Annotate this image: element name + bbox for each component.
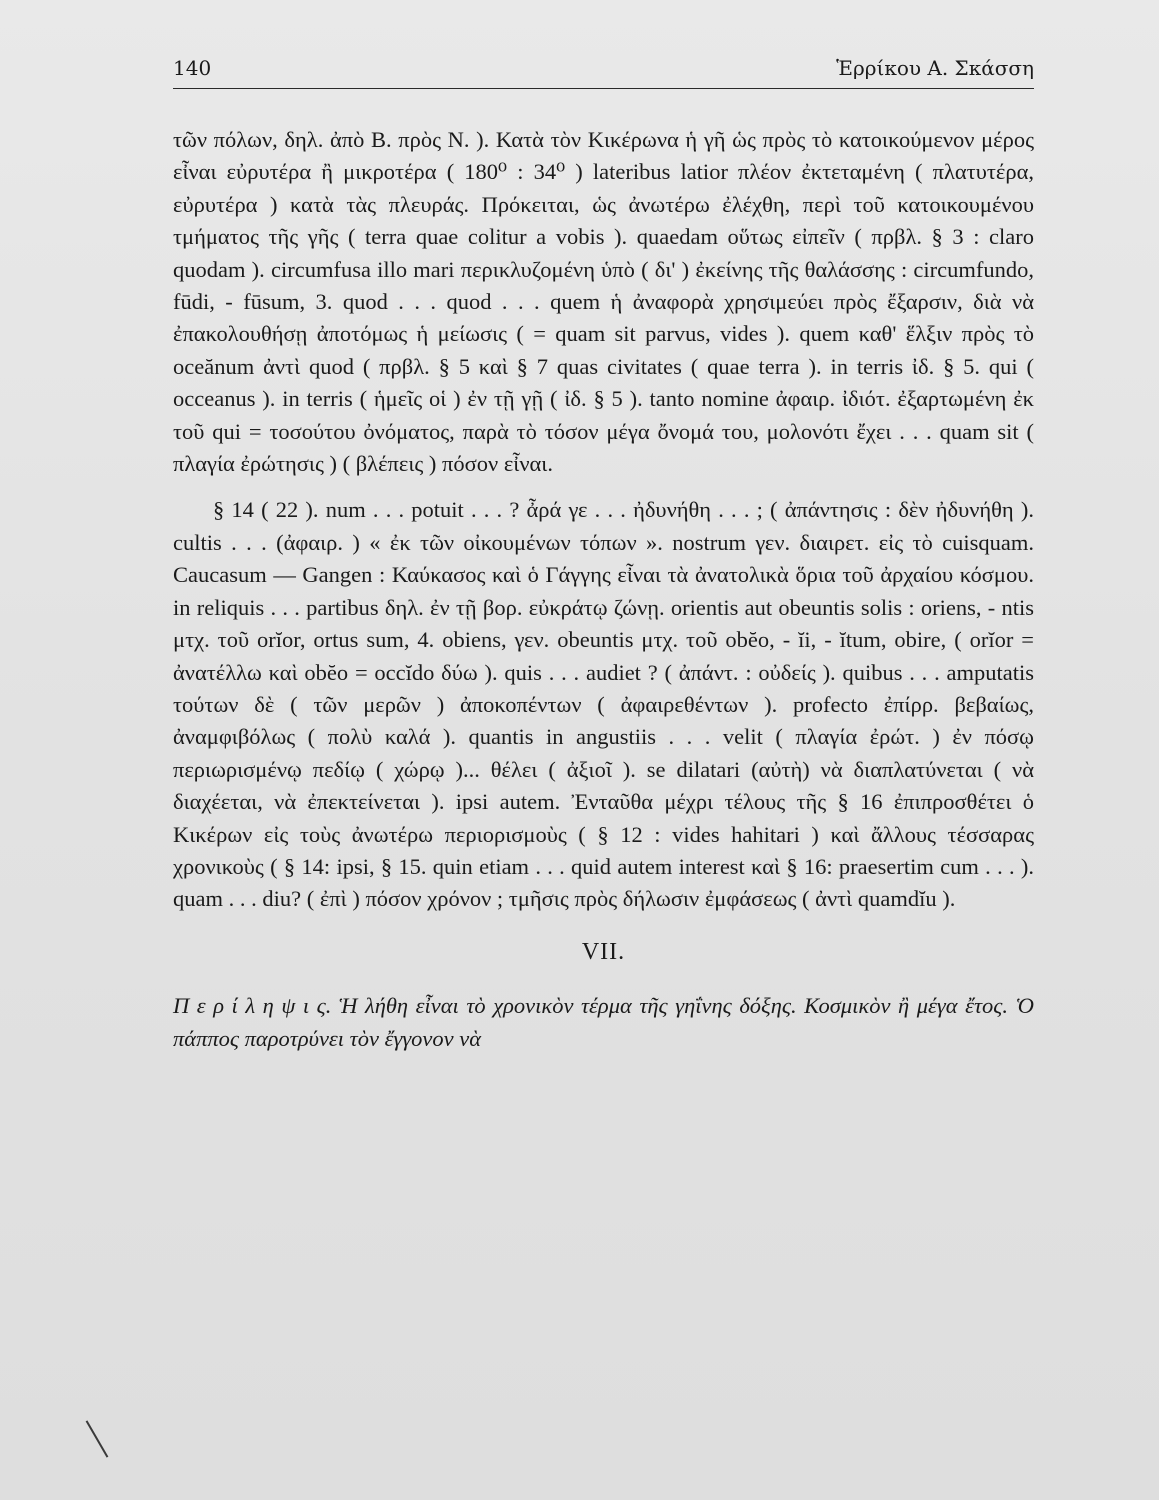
running-head: Ἑρρίκου Α. Σκάσση [836,56,1034,80]
page-header [173,52,1034,89]
summary-paragraph: Π ε ρ ί λ η ψ ι ς. Ἡ λήθη εἶναι τὸ χρονικὸν τέρμα τῆς γηΐνης δόξης. Κοσμικὸν ἢ μέγα ἔτος. Ὁ πάππος παροτρύνει τὸν ἔγγονον νὰ [173,993,1034,1051]
page-number: 140 [173,56,212,80]
pen-mark [86,1420,109,1457]
section-heading: VII. [581,938,626,965]
main-text [173,124,1034,1055]
commentary-paragraph: τῶν πόλων, δηλ. ἀπὸ Β. πρὸς Ν. ). Κατὰ τὸν Κικέρωνα ἡ γῆ ὡς πρὸς τὸ κατοικούμενον μέρος εἶναι εὐρυτέρα ἢ μικροτέρα ( 180⁰ : 34⁰ ) lateribus latior πλέον ἐκτεταμένη ( πλατυτέρα, εὐρυτέρα ) κατὰ τὰς πλευράς. Πρόκειται, ὡς ἀνωτέρω ἐλέχθη, περὶ τοῦ κατοικουμένου τμήματος τῆς γῆς ( terra quae colitur a vobis ). quaedam οὕτως εἰπεῖν ( πρβλ. § 3 : claro quodam ). circumfusa illo mari περικλυζομένη ὑπὸ ( δι' ) ἐκείνης τῆς θαλάσσης : circumfundo, fūdi, - fūsum, 3. quod . . . quod . . . quem ἡ ἀναφορὰ χρησιμεύει πρὸς ἔξαρσιν, διὰ νὰ ἐπακολουθήσῃ ἀποτόμως ἡ μείωσις ( = quam sit parvus, vides ). quem καθ' ἕλξιν πρὸς τὸ oceănum ἀντὶ quod ( πρβλ. § 5 καὶ § 7 quas civitates ( quae terra ). in terris ἰδ. § 5. qui ( occeanus ). in terris ( ἡμεῖς οἱ ) ἐν τῇ γῇ ( ἰδ. § 5 ). tanto nomine ἀφαιρ. ἰδιότ. ἐξαρτωμένη ἐκ τοῦ qui = τοσούτου ὀνόματος, παρὰ τὸ τόσον μέγα ὄνομά του, μολονότι ἔχει . . . quam sit ( πλαγία ἐρώτησις ) ( βλέπεις ) πόσον εἶναι. [173,127,1034,477]
commentary-paragraph: § 14 ( 22 ). num . . . potuit . . . ? ἆρά γε . . . ἠδυνήθη . . . ; ( ἀπάντησις : δὲν ἠδυνήθη ). cultis . . . (ἀφαιρ. ) « ἐκ τῶν οἰκουμένων τόπων ». nostrum γεν. διαιρετ. εἰς τὸ cuisquam. Caucasum — Gangen : Καύκασος καὶ ὁ Γάγγης εἶναι τὰ ἀνατολικὰ ὅρια τοῦ ἀρχαίου κόσμου. in reliquis . . . partibus δηλ. ἐν τῇ βορ. εὐκράτῳ ζώνῃ. orientis aut obeuntis solis : oriens, - ntis μτχ. τοῦ orĭor, ortus sum, 4. obiens, γεν. obeuntis μτχ. τοῦ obĕo, - ĭi, - ĭtum, obire, ( orĭor = ἀνατέλλω καὶ obĕo = occĭdo δύω ). quis . . . audiet ? ( ἀπάντ. : οὐδείς ). quibus . . . amputatis τούτων δὲ ( τῶν μερῶν ) ἀποκοπέντων ( ἀφαιρεθέντων ). profecto ἐπίρρ. βεβαίως, ἀναμφιβόλως ( πολὺ καλά ). quantis in angustiis . . . velit ( πλαγία ἐρώτ. ) ἐν πόσῳ περιωρισμένῳ πεδίῳ ( χώρῳ )... θέλει ( ἀξιοῖ ). se dilatari (αὐτὴ) νὰ διαπλατύνεται ( νὰ διαχέεται, νὰ ἐπεκτείνεται ). ipsi autem. Ἐνταῦθα μέχρι τέλους τῆς § 16 ἐπιπροσθέτει ὁ Κικέρων εἰς τοὺς ἀνωτέρω περιορισμοὺς ( § 12 : vides hahitari ) καὶ ἄλλους τέσσαρας χρονικοὺς ( § 14: ipsi, § 15. quin etiam . . . quid autem interest καὶ § 16: praesertim cum . . . ). quam . . . diu? ( ἐπὶ ) πόσον χρόνον ; τμῆσις πρὸς δήλωσιν ἐμφάσεως ( ἀντὶ quamdĭu ). [173,497,1034,912]
